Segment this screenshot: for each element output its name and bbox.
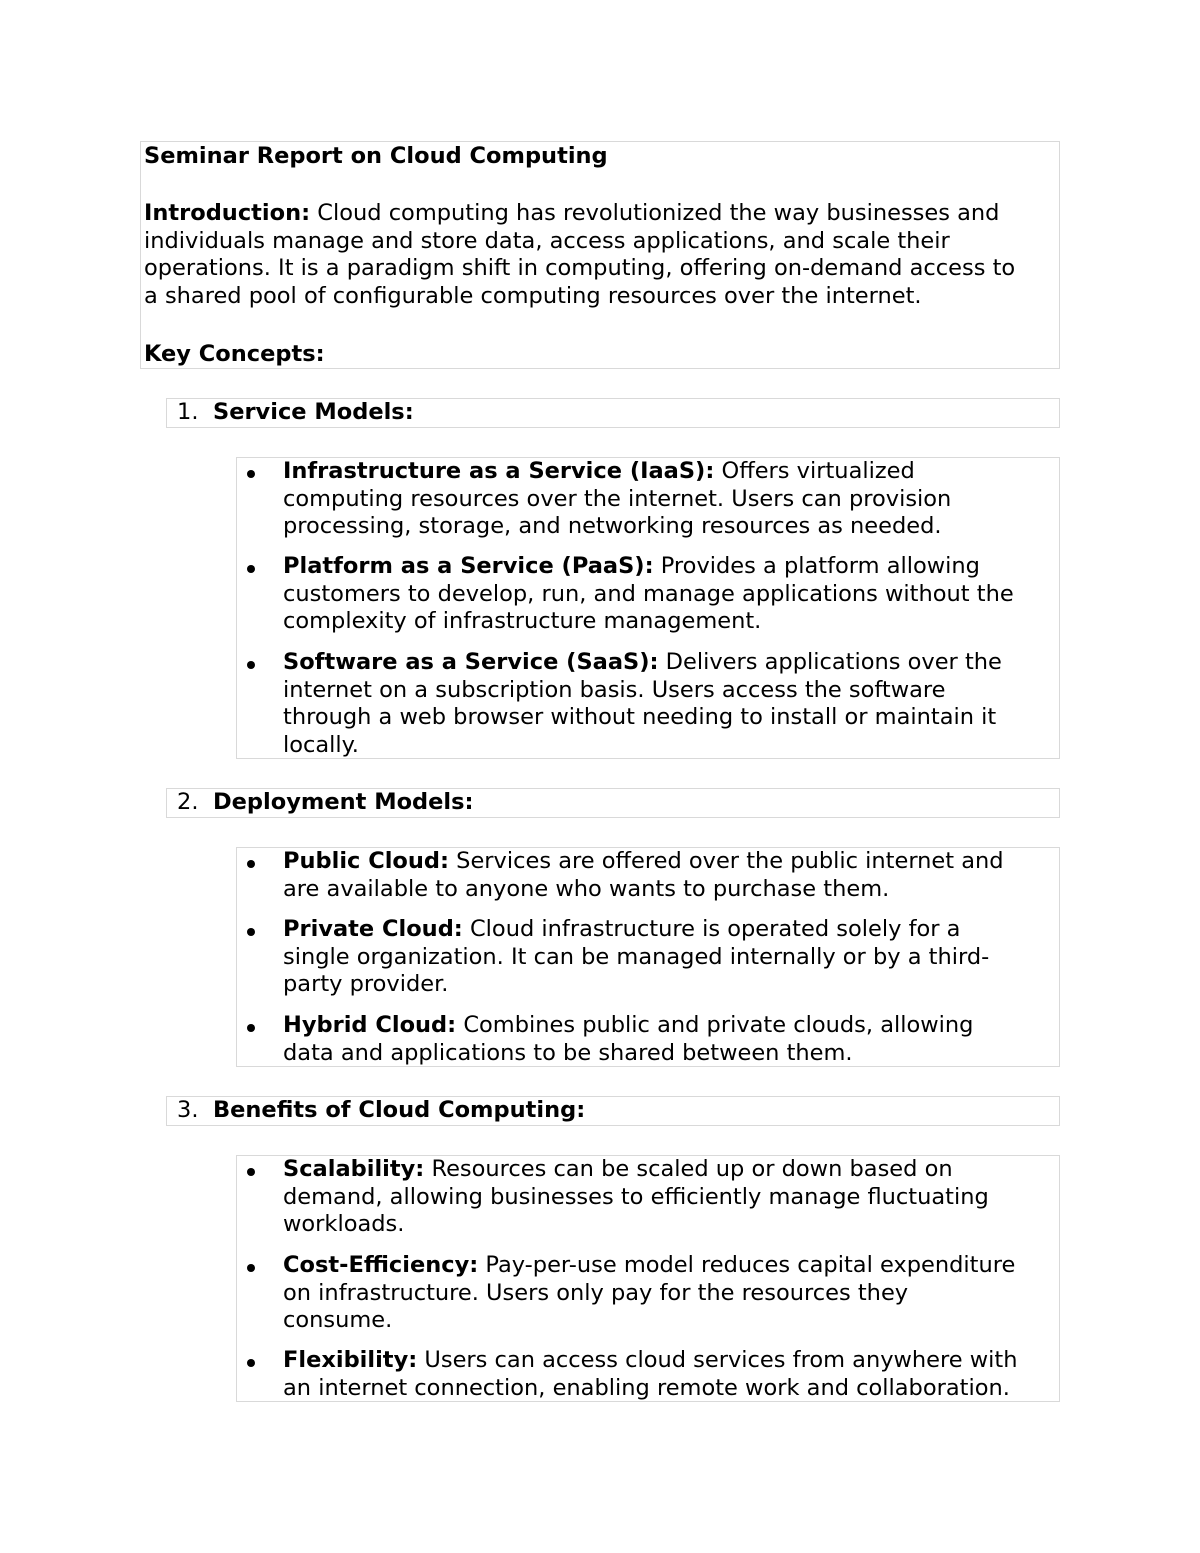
section-number: 1. [177,399,199,425]
item-term: Public Cloud: [283,848,450,874]
bullet-icon [247,1264,255,1272]
section-heading-service-models [166,398,1060,428]
item-term: Hybrid Cloud: [283,1012,457,1038]
introduction-paragraph [144,200,1015,310]
section-heading: Service Models: [213,399,414,425]
item-term: Cost-Efficiency: [283,1252,479,1278]
bullet-icon [247,928,255,936]
bullet-icon [247,470,255,478]
introduction-label: Introduction: [144,200,311,226]
section-number: 2. [177,789,199,815]
item-term: Software as a Service (SaaS): [283,649,659,675]
item-term: Flexibility: [283,1347,418,1373]
bullet-icon [247,565,255,573]
item-term: Platform as a Service (PaaS): [283,553,654,579]
deployment-models-list: Public Cloud: Services are offered over the public internet and are available to anyone who wants to purchase them. Private Cloud: Cloud infrastructure is operated solely for a single organization. It can be managed internally or by a third- party provider. Hybrid Cloud: Combines public and private clouds, allowing data and applications to be shared between them. [236,847,1060,1067]
intro-block [140,141,1060,369]
intro-line: Cloud computing has revolutionized the way businesses and [317,200,1000,226]
key-concepts-heading: Key Concepts: [144,341,325,367]
bullet-icon [247,1359,255,1367]
bullet-icon [247,860,255,868]
section-heading: Deployment Models: [213,789,474,815]
bullet-icon [247,661,255,669]
section-heading: Benefits of Cloud Computing: [213,1097,586,1123]
intro-line: operations. It is a paradigm shift in computing, offering on-demand access to [144,255,1016,282]
bullet-icon [247,1168,255,1176]
intro-line: individuals manage and store data, access applications, and scale their [144,227,950,254]
document-title: Seminar Report on Cloud Computing [144,143,608,169]
section-heading-benefits [166,1096,1060,1126]
item-term: Scalability: [283,1156,425,1182]
section-number: 3. [177,1097,199,1123]
benefits-list: Scalability: Resources can be scaled up or down based on demand, allowing businesses to efficiently manage fluctuating workloads. Cost-Efficiency: Pay-per-use model reduces capital expenditure on infrastructure. Users only pay for the resources they consume. Flexibility: Users can access cloud services from anywhere with an internet connection, enabling remote work and collaboration. [236,1155,1060,1402]
item-term: Private Cloud: [283,916,463,942]
item-term: Infrastructure as a Service (IaaS): [283,458,715,484]
service-models-list: Infrastructure as a Service (IaaS): Offers virtualized computing resources over the internet. Users can provision processing, storage, and networking resources as needed. Platform as a Service (PaaS): Provides a platform allowing customers to develop, run, and manage applications without the complexity of infrastructure management. Software as a Service (SaaS): Delivers applications over the internet on a subscription basis. Users access the software through a web browser without needing to install or maintain it locally. [236,457,1060,759]
section-heading-deployment-models [166,788,1060,818]
bullet-icon [247,1024,255,1032]
intro-line: a shared pool of configurable computing resources over the internet. [144,282,922,309]
